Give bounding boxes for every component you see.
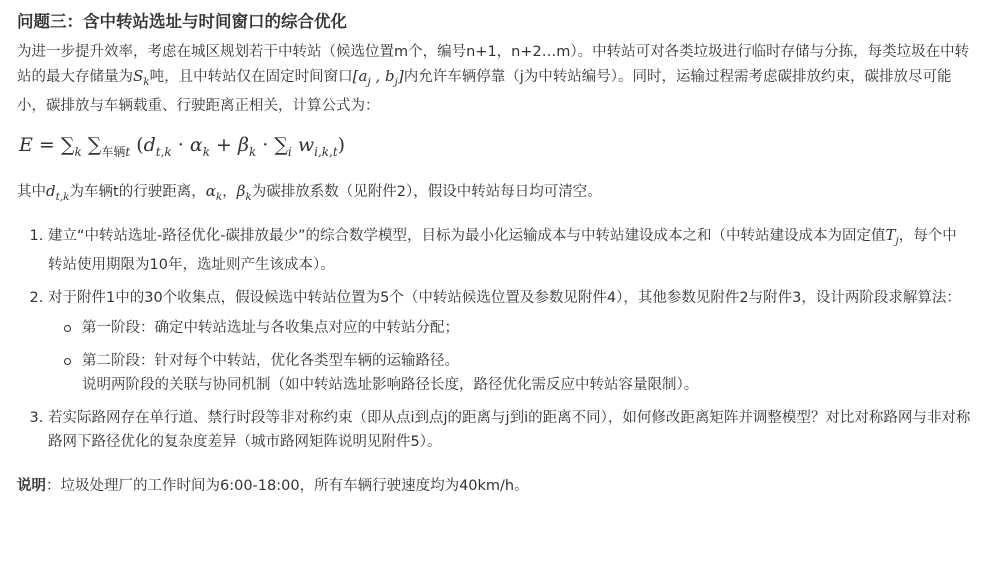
question-item-3 — [48, 406, 971, 454]
question-list — [17, 223, 971, 454]
explain-text-1: 其中 — [17, 183, 46, 200]
stage-item-2 — [82, 349, 971, 397]
build-cost-symbol: $T_j$ — [885, 225, 899, 247]
explain-text-3: ， — [222, 183, 237, 200]
note-paragraph — [17, 474, 971, 498]
section-title: 问题三：含中转站选址与时间窗口的综合优化 — [17, 12, 347, 31]
beta-symbol: $\beta_k$ — [236, 181, 252, 203]
intro-text-3: 内允许车辆停靠（j为中转站编号）。同时，运输过程需考虑碳排放约束，碳排放尽可能小，碳排放与车辆载重、行驶距离正相关，计算公式为： — [17, 69, 952, 114]
explain-text-2: 为车辆t的行驶距离， — [69, 183, 206, 200]
distance-symbol: $d_{t,k}$ — [46, 181, 70, 203]
intro-paragraph — [17, 40, 971, 118]
question-2-text: 对于附件1中的30个收集点，假设候选中转站位置为5个（中转站候选位置及参数见附件4），其他参数见附件2与附件3，设计两阶段求解算法： — [48, 289, 961, 306]
explain-paragraph — [17, 179, 971, 209]
intro-text-2: 吨，且中转站仅在固定时间窗口 — [149, 69, 353, 85]
emission-formula: $E = \sum_k$ $\sum_{车辆t}$ ($d_{t,k} \cdot \alpha_k + \beta_k \cdot \sum_i$ $w_{i,k,t}$) — [19, 134, 346, 159]
alpha-symbol: $\alpha_k$ — [205, 181, 223, 203]
question-item-1 — [48, 223, 971, 277]
stage-item-1 — [82, 316, 971, 340]
explain-text-4: 为碳排放系数（见附件2），假设中转站每日均可清空。 — [251, 183, 602, 200]
time-window-symbol: [$a_j$ , $b_j$] — [352, 67, 404, 88]
stage-2-text: 第二阶段：针对每个中转站，优化各类型车辆的运输路径。 — [82, 352, 459, 369]
question-1-text-a: 建立“中转站选址-路径优化-碳排放最少”的综合数学模型，目标为最小化运输成本与中转站建设成本之和（中转站建设成本为固定值 — [48, 227, 886, 244]
note-label: 说明 — [17, 477, 46, 494]
storage-capacity-symbol: $S_k$ — [133, 67, 150, 88]
question-1-text-b: ，每个中转站使用期限为10年，选址则产生该成本）。 — [48, 227, 957, 273]
question-item-2 — [48, 286, 971, 397]
note-text: ：垃圾处理厂的工作时间为6:00-18:00，所有车辆行驶速度均为40km/h。 — [46, 477, 529, 494]
stage-1-text: 第一阶段：确定中转站选址与各收集点对应的中转站分配； — [82, 319, 459, 336]
stage-2-note: 说明两阶段的关联与协同机制（如中转站选址影响路径长度，路径优化需反应中转站容量限制）。 — [82, 376, 699, 393]
intro-text-1: 为进一步提升效率，考虑在城区规划若干中转站（候选位置m个，编号n+1，n+2…m）。中转站可对各类垃圾进行临时存储与分拣，每类垃圾在中转站的最大存储量为 — [17, 44, 970, 85]
question-3-text: 若实际路网存在单行道、禁行时段等非对称约束（即从点i到点j的距离与j到i的距离不同），如何修改距离矩阵并调整模型？对比对称路网与非对称路网下路径优化的复杂度差异（城市路网矩阵说明见附件5）。 — [48, 409, 971, 450]
stage-list — [48, 316, 971, 397]
